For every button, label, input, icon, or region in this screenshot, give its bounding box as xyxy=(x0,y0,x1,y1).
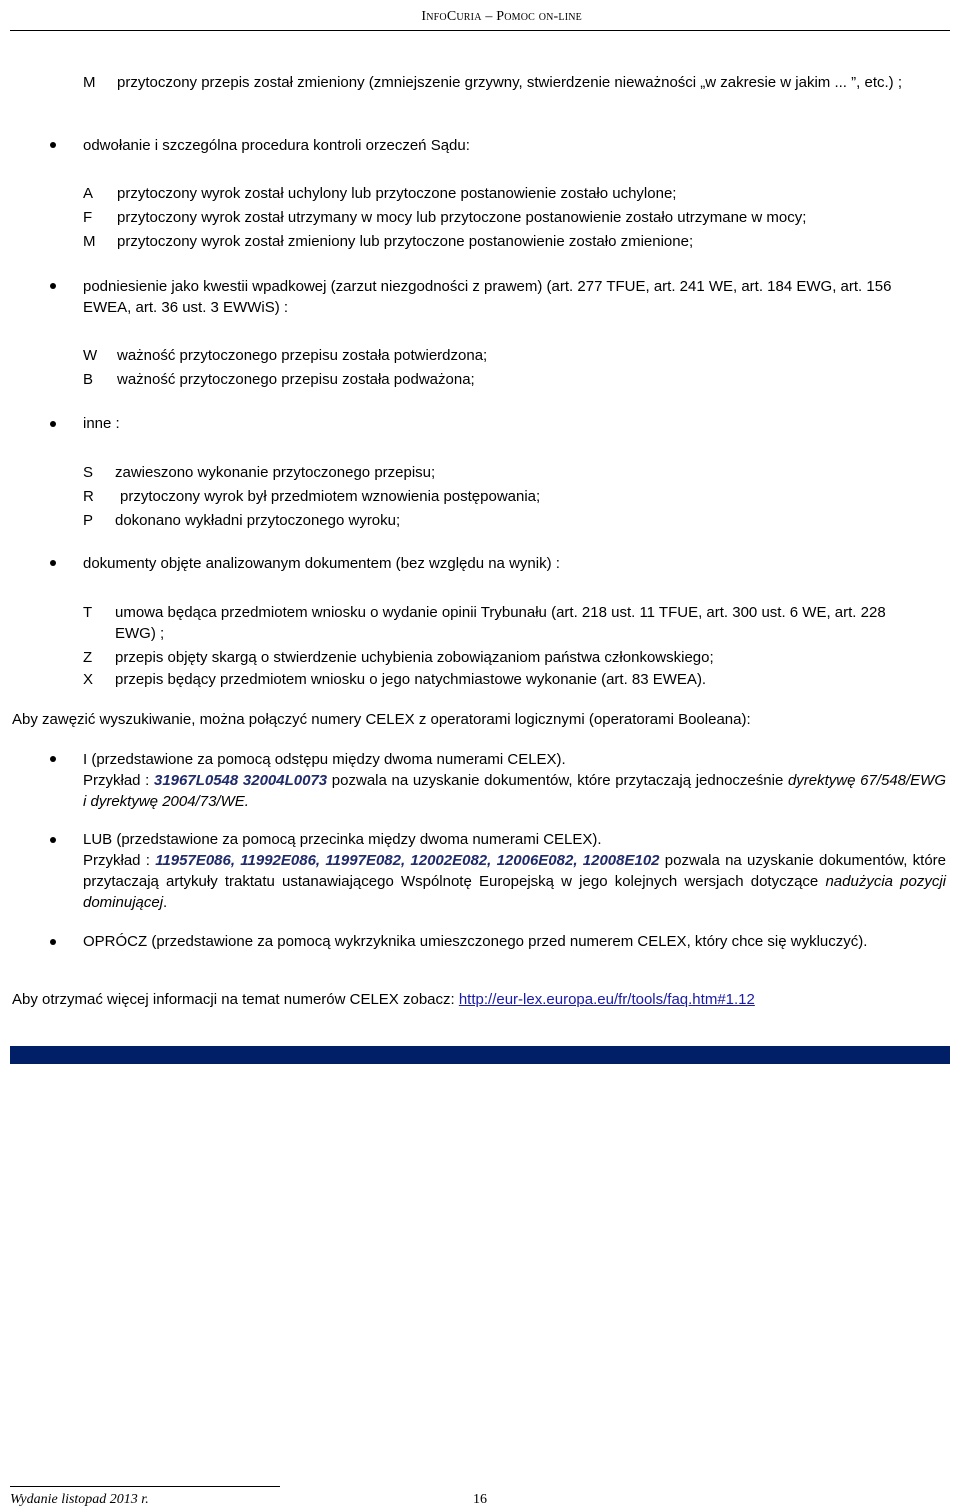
bullet-icon xyxy=(50,939,56,945)
bullet-label-other: inne : xyxy=(83,415,120,432)
footer-bar xyxy=(10,1046,950,1064)
bullet-label-incidental: podniesienie jako kwestii wpadkowej (zarzut niezgodności z prawem) (art. 277 TFUE, art. 241 WE, art. 184 EWG, art. 156 EWEA, art. 36 ust. 3 EWWiS) : xyxy=(83,278,892,316)
example-end: . xyxy=(163,894,168,911)
operator-and-label: I (przedstawione za pomocą odstępu między dwoma numerami CELEX). xyxy=(83,751,566,768)
list-item-text: ważność przytoczonego przepisu została podważona; xyxy=(117,371,475,388)
code-letter: M xyxy=(83,233,96,250)
list-item-text: przepis będący przedmiotem wniosku o jego natychmiastowe wykonanie (art. 83 EWEA). xyxy=(115,671,707,688)
code-letter: Z xyxy=(83,649,93,666)
operator-or-example xyxy=(83,850,946,913)
code-letter: S xyxy=(83,464,94,481)
example-italic: nadużycia pozycji dominującej xyxy=(83,873,947,911)
list-item-text: przytoczony wyrok był przedmiotem wznowienia postępowania; xyxy=(120,488,541,505)
list-item-text: przytoczony wyrok został zmieniony lub przytoczone postanowienie zostało zmienione; xyxy=(117,233,694,250)
example-prefix: Przykład : xyxy=(83,852,150,869)
bullet-icon xyxy=(50,421,56,427)
operator-or-label: LUB (przedstawione za pomocą przecinka między dwoma numerami CELEX). xyxy=(83,831,602,848)
list-item-text: przepis objęty skargą o stwierdzenie uchybienia zobowiązaniom państwa członkowskiego; xyxy=(115,649,714,666)
bullet-icon xyxy=(50,837,56,843)
header-title: InfoCuria – Pomoc on-line xyxy=(421,9,582,24)
list-item-text: przytoczony wyrok został uchylony lub przytoczone postanowienie zostało uchylone; xyxy=(117,185,677,202)
code-letter: F xyxy=(83,209,93,226)
list-item-text: dokonano wykładni przytoczonego wyroku; xyxy=(115,512,401,529)
footer-edition: Wydanie listopad 2013 r. xyxy=(10,1492,149,1507)
celex-codes: 11957E086, 11992E086, 11997E082, 12002E082, 12006E082, 12008E102 xyxy=(155,852,660,869)
header-rule xyxy=(10,30,950,31)
bullet-icon xyxy=(50,142,56,148)
example-text: pozwala na uzyskanie dokumentów, które przytaczają artykuły traktatu ustanawiającego Wspólnotę Europejską w jego kolejnych wersjach dotyczące xyxy=(83,852,946,890)
code-letter: P xyxy=(83,512,94,529)
list-item-text: umowa będąca przedmiotem wniosku o wydanie opinii Trybunału (art. 218 ust. 11 TFUE, art. 300 ust. 6 WE, art. 228 EWG) ; xyxy=(115,604,886,642)
bullet-icon xyxy=(50,283,56,289)
faq-link[interactable]: http://eur-lex.europa.eu/fr/tools/faq.htm#1.12 xyxy=(458,991,755,1008)
more-info xyxy=(12,989,755,1010)
example-text: pozwala na uzyskanie dokumentów, które przytaczają jednocześnie xyxy=(331,772,784,789)
code-letter: A xyxy=(83,185,94,202)
code-letter: X xyxy=(83,671,94,688)
footer-rule xyxy=(10,1486,280,1487)
page-header xyxy=(0,0,960,28)
example-prefix: Przykład : xyxy=(83,772,150,789)
code-letter: T xyxy=(83,604,93,621)
list-item-text: przytoczony przepis został zmieniony (zmniejszenie grzywny, stwierdzenie nieważności „w zakresie w jakim ... ”, etc.) ; xyxy=(117,74,902,91)
code-letter: M xyxy=(83,74,96,91)
bullet-icon xyxy=(50,560,56,566)
code-letter: R xyxy=(83,488,94,505)
bullet-label-documents: dokumenty objęte analizowanym dokumentem (bez względu na wynik) : xyxy=(83,555,560,572)
operator-except-label: OPRÓCZ (przedstawione za pomocą wykrzyknika umieszczonego przed numerem CELEX, który chce się wykluczyć). xyxy=(83,933,868,950)
example-italic: dyrektywę 67/548/EWG i dyrektywę 2004/73/WE. xyxy=(83,772,947,810)
code-letter: W xyxy=(83,347,98,364)
bullet-label-appeal: odwołanie i szczególna procedura kontroli orzeczeń Sądu: xyxy=(83,137,470,154)
page-number: 16 xyxy=(473,1492,487,1507)
list-item-text: przytoczony wyrok został utrzymany w mocy lub przytoczone postanowienie zostało utrzymane w mocy; xyxy=(117,209,807,226)
list-item-text: zawieszono wykonanie przytoczonego przepisu; xyxy=(115,464,436,481)
boolean-intro: Aby zawęzić wyszukiwanie, można połączyć numery CELEX z operatorami logicznymi (operatorami Booleana): xyxy=(12,711,751,728)
code-letter: B xyxy=(83,371,94,388)
list-item-text: ważność przytoczonego przepisu została potwierdzona; xyxy=(117,347,488,364)
more-info-text: Aby otrzymać więcej informacji na temat numerów CELEX zobacz: xyxy=(12,991,455,1008)
celex-codes: 31967L0548 32004L0073 xyxy=(154,772,328,789)
operator-and-example xyxy=(83,770,946,812)
bullet-icon xyxy=(50,756,56,762)
